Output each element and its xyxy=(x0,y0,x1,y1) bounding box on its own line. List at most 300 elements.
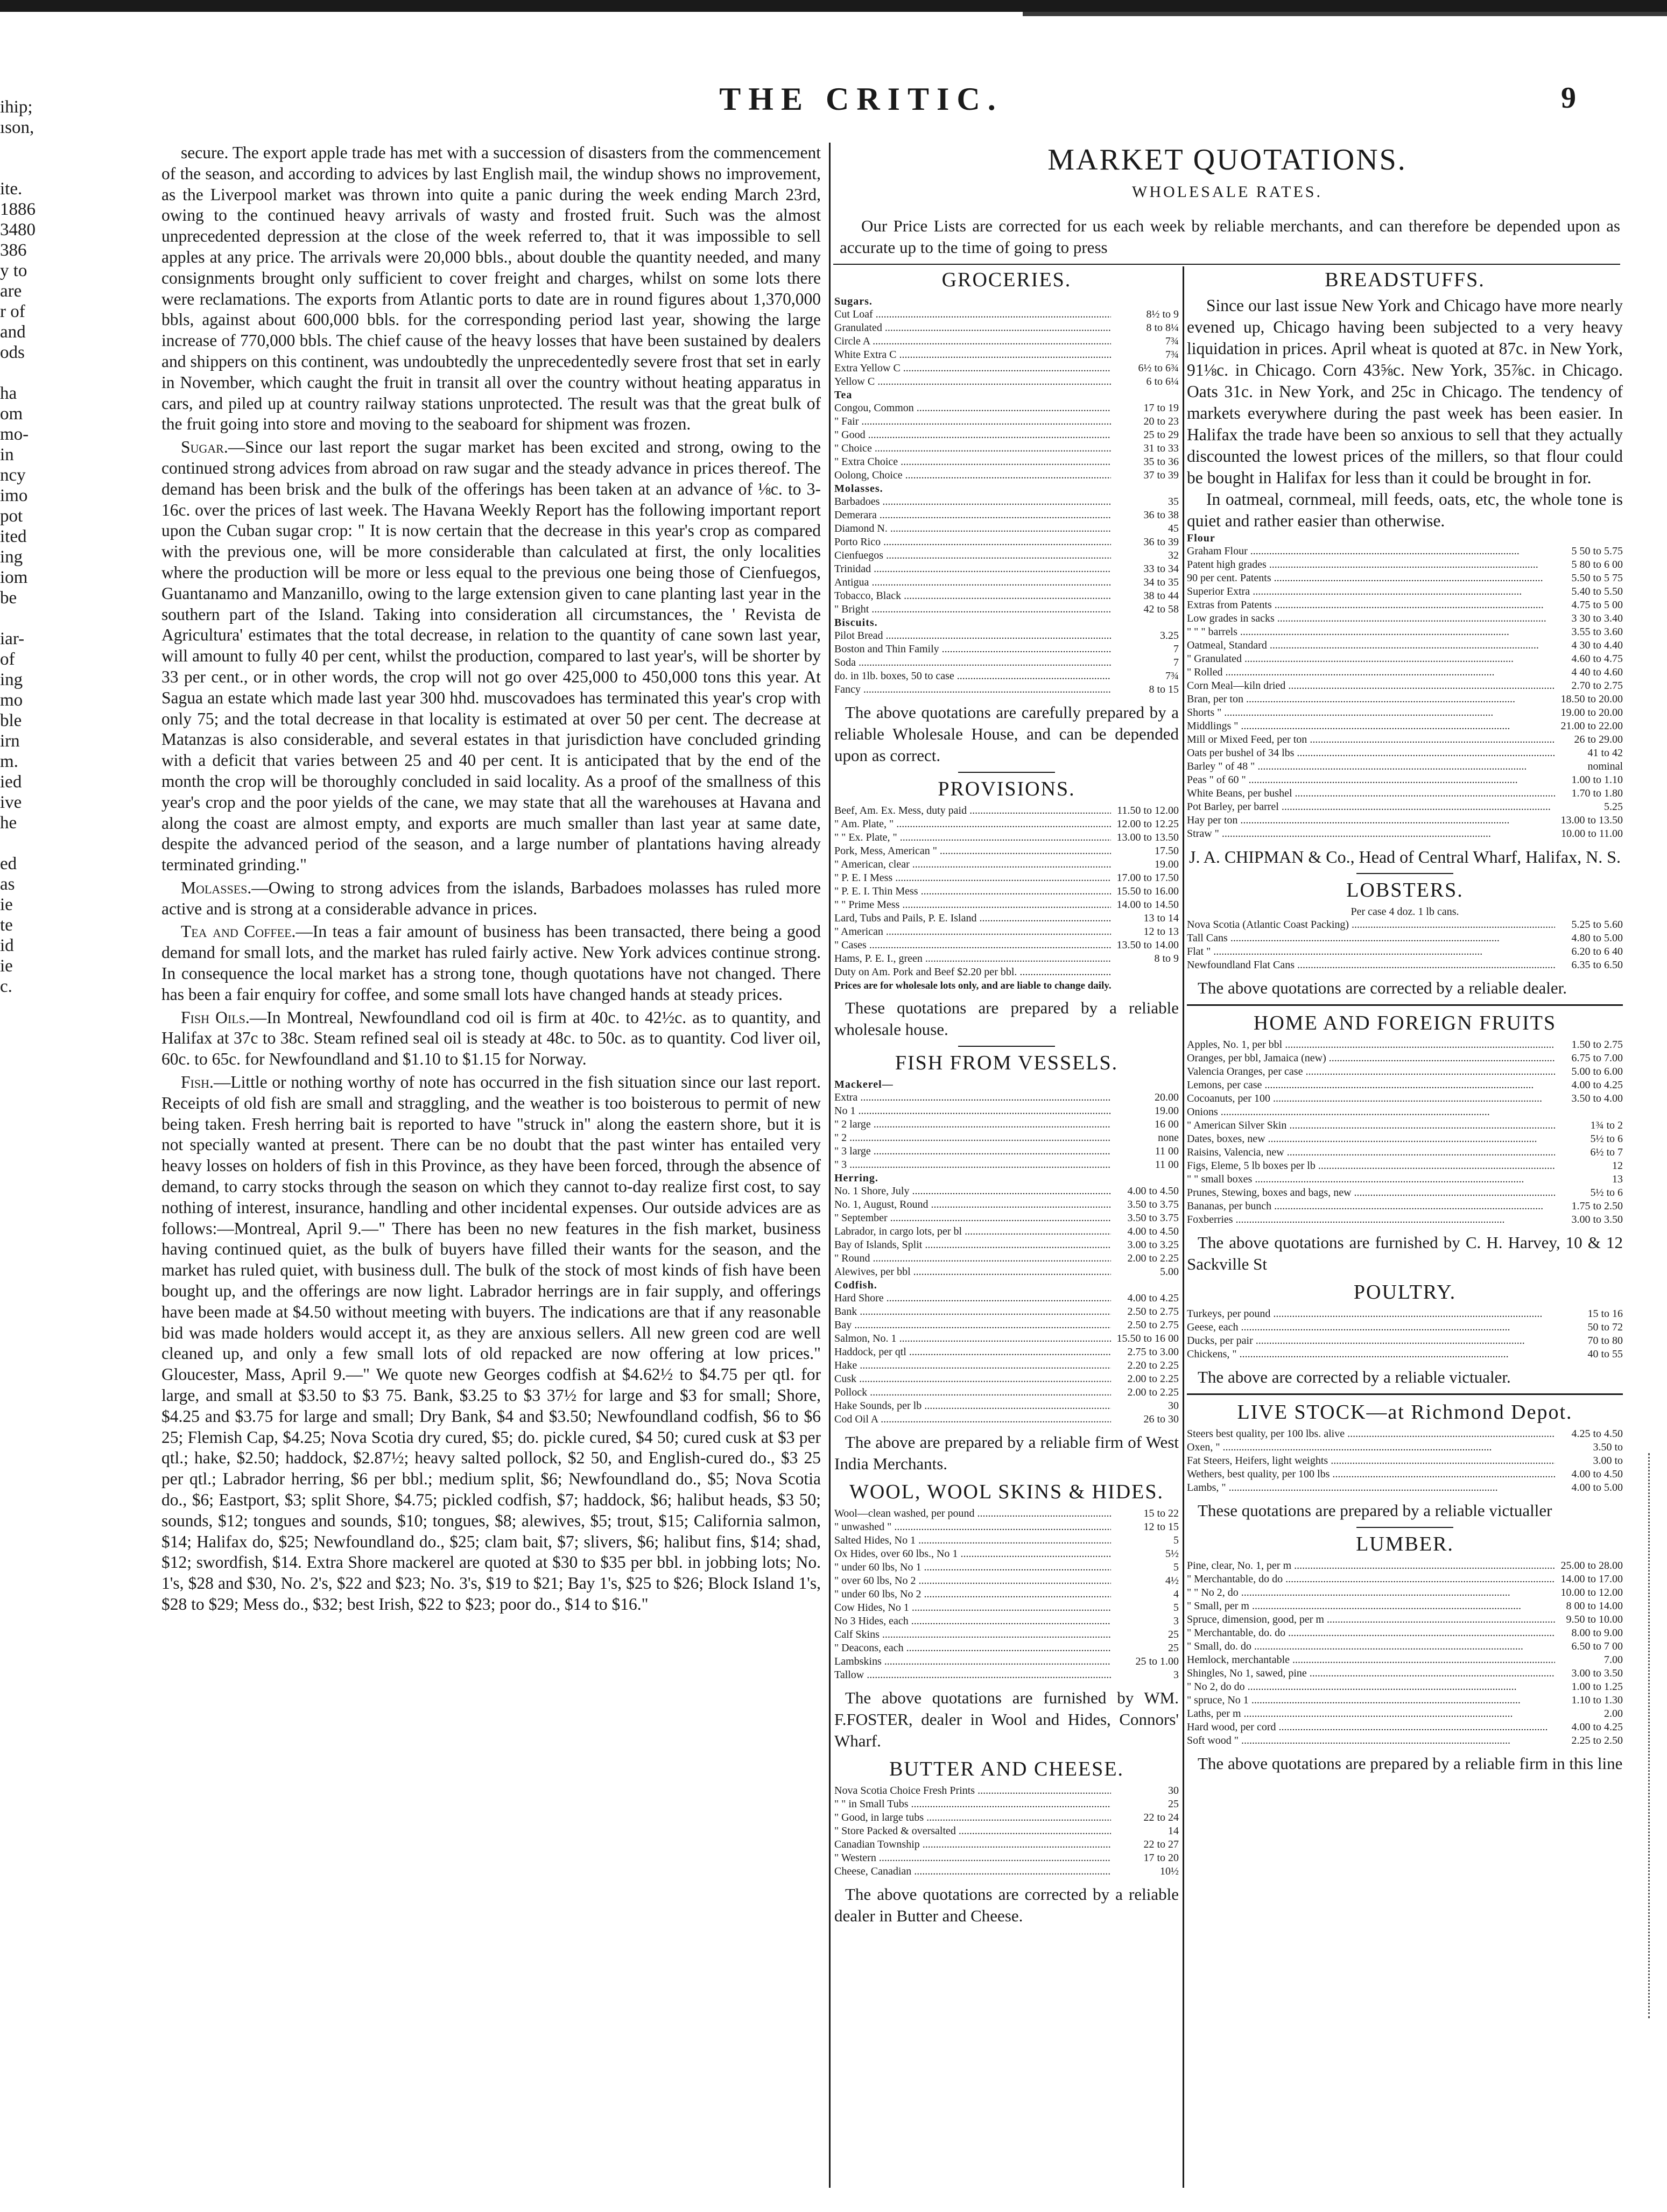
lobsters-row-value: 5.25 to 5.60 xyxy=(1571,919,1623,931)
fish-row-label: Hake Sounds, per lb ..... xyxy=(834,1399,1111,1413)
lumber-row-label: Laths, per m ..... xyxy=(1187,1707,1555,1721)
wool-row-value: 5 xyxy=(1173,1602,1179,1614)
groceries-row xyxy=(834,415,1179,428)
fruits-row xyxy=(1187,1146,1623,1159)
groceries-row-label: Soda ..... xyxy=(834,656,1111,670)
wool-row-value: 5 xyxy=(1173,1534,1179,1546)
breadstuffs-row-value: 4.60 to 4.75 xyxy=(1571,653,1623,665)
groceries-row-label: " Choice ..... xyxy=(834,442,1111,455)
fruits-row-value: 6½ to 7 xyxy=(1590,1146,1623,1158)
breadstuffs-row xyxy=(1187,760,1623,773)
fish-row xyxy=(834,1319,1179,1332)
breadstuffs-row xyxy=(1187,827,1623,841)
lumber-row-value: 2.00 xyxy=(1604,1708,1623,1720)
bleed-line: mo xyxy=(0,691,23,710)
groceries-row-value: 7 xyxy=(1173,657,1179,668)
bleed-line: m. xyxy=(0,752,18,771)
breadstuffs-note: J. A. CHIPMAN & Co., Head of Central Wharf, Halifax, N. S. xyxy=(1189,847,1621,867)
breadstuffs-row xyxy=(1187,814,1623,827)
fish-row-value: 11 00 xyxy=(1155,1145,1179,1157)
breadstuffs-row-label: Patent high grades ..... xyxy=(1187,558,1555,572)
fish-row xyxy=(834,1238,1179,1252)
breadstuffs-row xyxy=(1187,612,1623,625)
groceries-row-label: Trinidad ..... xyxy=(834,562,1111,576)
wool-row-value: 4½ xyxy=(1165,1575,1179,1587)
groceries-note: The above quotations are carefully prepared by a reliable Wholesale House, and can be depended upon as correct. xyxy=(834,703,1179,765)
groceries-row-value: 35 to 36 xyxy=(1143,456,1179,468)
fruits-row xyxy=(1187,1065,1623,1079)
breadstuffs-row xyxy=(1187,625,1623,639)
fruits-row-label: Valencia Oranges, per case ..... xyxy=(1187,1065,1555,1079)
fruits-heading: HOME AND FOREIGN FRUITS xyxy=(1253,1012,1557,1034)
provisions-row-value: 13.50 to 14.00 xyxy=(1116,939,1179,951)
poultry-row-value: 40 to 55 xyxy=(1587,1348,1623,1360)
breadstuffs-row-label: Oatmeal, Standard ..... xyxy=(1187,639,1555,652)
groceries-row-value: 7 xyxy=(1173,643,1179,655)
butter-row-value: 17 to 20 xyxy=(1143,1852,1179,1864)
wool-row-label: Cow Hides, No 1 ..... xyxy=(834,1601,1111,1615)
groceries-row-label: Porto Rico ..... xyxy=(834,536,1111,549)
groceries-row xyxy=(834,549,1179,562)
groceries-row xyxy=(834,308,1179,321)
livestock-row xyxy=(1187,1481,1623,1495)
provisions-heading: PROVISIONS. xyxy=(938,778,1075,800)
poultry-heading: POULTRY. xyxy=(1353,1281,1457,1304)
fish-group: Mackerel— xyxy=(834,1079,894,1090)
fruits-row-value: 1.50 to 2.75 xyxy=(1571,1039,1623,1051)
top-border-accent xyxy=(1023,12,1667,16)
lumber-row-label: " " No 2, do ..... xyxy=(1187,1586,1555,1600)
lobsters-row-value: 6.20 to 6 40 xyxy=(1571,946,1623,957)
bleed-line: ie xyxy=(0,895,13,914)
bleed-line: ble xyxy=(0,711,22,730)
groceries-row-label: Congou, Common ..... xyxy=(834,401,1111,415)
bleed-line: te xyxy=(0,915,13,935)
provisions-row-value: 13.00 to 13.50 xyxy=(1116,832,1179,843)
wool-row xyxy=(834,1601,1179,1615)
groceries-row-label: Circle A ..... xyxy=(834,335,1111,348)
fruits-row-label: Oranges, per bbl, Jamaica (new) ..... xyxy=(1187,1052,1555,1065)
butter-row-value: 14 xyxy=(1168,1825,1179,1837)
breadstuffs-row-label: " " " barrels ..... xyxy=(1187,625,1555,639)
lobsters-row xyxy=(1187,959,1623,972)
fish-row-value: 2.20 to 2.25 xyxy=(1127,1359,1179,1371)
fish-row-value: none xyxy=(1158,1132,1179,1144)
lumber-row-value: 8.00 to 9.00 xyxy=(1571,1627,1623,1639)
groceries-row-value: 33 to 34 xyxy=(1143,563,1179,575)
lobsters-sub: Per case 4 doz. 1 lb cans. xyxy=(1351,906,1459,918)
poultry-row-label: Turkeys, per pound ..... xyxy=(1187,1307,1555,1321)
lumber-row xyxy=(1187,1653,1623,1667)
breadstuffs-row-label: Barley " of 48 " ..... xyxy=(1187,760,1555,773)
fish-row xyxy=(834,1118,1179,1131)
provisions-row xyxy=(834,844,1179,858)
fruits-row-value: 5½ to 6 xyxy=(1590,1187,1623,1199)
lumber-row-label: Hemlock, merchantable ..... xyxy=(1187,1653,1555,1667)
butter-row xyxy=(834,1865,1179,1878)
bleed-line: ihip; xyxy=(0,97,33,117)
wool-row-value: 25 xyxy=(1168,1642,1179,1654)
fruits-row xyxy=(1187,1079,1623,1092)
wool-row-label: " under 60 lbs, No 1 ..... xyxy=(834,1561,1111,1574)
breadstuffs-row xyxy=(1187,720,1623,733)
butter-row-value: 22 to 27 xyxy=(1143,1838,1179,1850)
lobsters-row-label: Flat " ..... xyxy=(1187,945,1555,959)
provisions-row xyxy=(834,831,1179,844)
provisions-row-label: " " Ex. Plate, " ..... xyxy=(834,831,1111,844)
fish-group: Herring. xyxy=(834,1172,878,1184)
column-rule-left xyxy=(829,143,831,2188)
wool-row-label: Calf Skins ..... xyxy=(834,1628,1111,1642)
groceries-row xyxy=(834,562,1179,576)
fish-row xyxy=(834,1359,1179,1372)
groceries-row-value: 31 to 33 xyxy=(1143,442,1179,454)
breadstuffs-row-value: 4 40 to 4.60 xyxy=(1571,666,1623,678)
fish-row-label: Extra ..... xyxy=(834,1091,1111,1104)
fish-row-label: Labrador, in cargo lots, per bl ..... xyxy=(834,1225,1111,1238)
fruits-row-value: 5½ to 6 xyxy=(1590,1133,1623,1145)
breadstuffs-text-2: In oatmeal, cornmeal, mill feeds, oats, etc, the whole tone is quiet and rather easier than otherwise. xyxy=(1187,490,1623,530)
bleed-line: ied xyxy=(0,772,22,792)
fish-row-label: Bank ..... xyxy=(834,1305,1111,1319)
provisions-row-value: 17.00 to 17.50 xyxy=(1116,872,1179,884)
breadstuffs-row-value: 18.50 to 20.00 xyxy=(1560,693,1623,705)
provisions-row-value: 11.50 to 12.00 xyxy=(1117,805,1179,816)
breadstuffs-row-label: Hay per ton ..... xyxy=(1187,814,1555,827)
wholesale-rates-subtitle: WHOLESALE RATES. xyxy=(1132,183,1323,201)
livestock-row-value: 4.25 to 4.50 xyxy=(1571,1428,1623,1440)
provisions-row-value: 8 to 9 xyxy=(1154,953,1179,964)
livestock-row xyxy=(1187,1427,1623,1441)
fruits-row-label: Apples, No. 1, per bbl ..... xyxy=(1187,1038,1555,1052)
groceries-row-value: 42 to 58 xyxy=(1143,603,1179,615)
fruits-row-value: 1.75 to 2.50 xyxy=(1571,1200,1623,1212)
report-paragraph xyxy=(161,1008,821,1070)
breadstuffs-row-value: 4 30 to 4.40 xyxy=(1571,639,1623,651)
fish-row-value: 11 00 xyxy=(1155,1159,1179,1171)
fruits-row xyxy=(1187,1105,1623,1119)
breadstuffs-row-label: " Rolled ..... xyxy=(1187,666,1555,679)
lobsters-row xyxy=(1187,918,1623,932)
bleed-line: c. xyxy=(0,977,12,996)
fish-row xyxy=(834,1372,1179,1386)
wool-row xyxy=(834,1520,1179,1534)
bleed-line: ıson, xyxy=(0,118,34,137)
fruits-row-value xyxy=(1555,1105,1623,1119)
poultry-note: The above are corrected by a reliable victualer. xyxy=(1198,1368,1511,1386)
groceries-row-value: 34 to 35 xyxy=(1143,576,1179,588)
breadstuffs-row xyxy=(1187,693,1623,706)
groceries-row xyxy=(834,495,1179,509)
livestock-row-value: 4.00 to 4.50 xyxy=(1571,1468,1623,1480)
groceries-group: Biscuits. xyxy=(834,617,878,629)
bleed-line: irn xyxy=(0,731,20,751)
lumber-row-label: Pine, clear, No. 1, per m ..... xyxy=(1187,1559,1555,1573)
breadstuffs-row-label: Mill or Mixed Feed, per ton ..... xyxy=(1187,733,1555,746)
poultry-row-value: 15 to 16 xyxy=(1587,1308,1623,1320)
bleed-line: ie xyxy=(0,956,13,976)
lumber-row-value: 6.50 to 7 00 xyxy=(1571,1640,1623,1652)
fruits-row-value: 1¾ to 2 xyxy=(1590,1119,1623,1131)
butter-row xyxy=(834,1798,1179,1811)
groceries-row-value: 8 to 15 xyxy=(1149,684,1179,695)
groceries-row-value: 37 to 39 xyxy=(1143,469,1179,481)
wool-row-label: Tallow ..... xyxy=(834,1668,1111,1682)
groceries-row-value: 3.25 xyxy=(1160,630,1179,642)
fish-row xyxy=(834,1225,1179,1238)
groceries-row xyxy=(834,603,1179,616)
groceries-row-label: Tobacco, Black ..... xyxy=(834,589,1111,603)
fish-row xyxy=(834,1413,1179,1426)
bleed-line: ed xyxy=(0,854,17,873)
breadstuffs-row xyxy=(1187,800,1623,814)
groceries-row-value: 20 to 23 xyxy=(1143,415,1179,427)
groceries-row xyxy=(834,629,1179,643)
lumber-row-value: 2.25 to 2.50 xyxy=(1571,1735,1623,1746)
breadstuffs-row-value: 26 to 29.00 xyxy=(1574,734,1623,745)
groceries-row xyxy=(834,576,1179,589)
lumber-row-value: 4.00 to 4.25 xyxy=(1571,1721,1623,1733)
bleed-line: ing xyxy=(0,670,23,689)
fish-row-label: Hard Shore ..... xyxy=(834,1292,1111,1305)
provisions-row xyxy=(834,885,1179,898)
fish-row-label: " 2 large ..... xyxy=(834,1118,1111,1131)
provisions-row-label: " Cases ..... xyxy=(834,939,1111,952)
provisions-row-label: Beef, Am. Ex. Mess, duty paid ..... xyxy=(834,804,1111,818)
groceries-row-label: Cut Loaf ..... xyxy=(834,308,1111,321)
breadstuffs-row-value: 5 80 to 6 00 xyxy=(1571,559,1623,570)
paragraph-text: —In teas a fair amount of business has been transacted, there being a good demand for small lots, and the market has ruled fairly active. New York advices continue strong. In consequence the local market has a strong tone, though quotations have not changed. There has been a fair enquiry for coffee, and some small lots have changed hands at steady prices. xyxy=(161,922,821,1004)
flour-group: Flour xyxy=(1187,532,1215,544)
bleed-line: y to xyxy=(0,261,27,280)
groceries-row xyxy=(834,455,1179,469)
bleed-line: ing xyxy=(0,547,23,567)
bleed-column xyxy=(0,97,81,997)
lumber-row-label: " No 2, do do ..... xyxy=(1187,1680,1555,1694)
groceries-row-value: 17 to 19 xyxy=(1143,402,1179,414)
breadstuffs-row-label: Graham Flour ..... xyxy=(1187,545,1555,558)
wool-row-value: 12 to 15 xyxy=(1143,1521,1179,1533)
provisions-row-label: Hams, P. E. I., green ..... xyxy=(834,952,1111,966)
groceries-row-label: " Extra Choice ..... xyxy=(834,455,1111,469)
provisions-row-value: 13 to 14 xyxy=(1143,912,1179,924)
market-report-column xyxy=(161,143,821,2188)
fruits-row-label: Onions ..... xyxy=(1187,1105,1555,1119)
groceries-group: Molasses. xyxy=(834,483,883,495)
fish-row-value: 3.50 to 3.75 xyxy=(1127,1212,1179,1224)
groceries-row-label: Yellow C ..... xyxy=(834,375,1111,389)
wool-row-label: " unwashed " ..... xyxy=(834,1520,1111,1534)
fish-row xyxy=(834,1332,1179,1345)
groceries-row-label: Granulated ..... xyxy=(834,321,1111,335)
breadstuffs-row-label: Extras from Patents ..... xyxy=(1187,598,1555,612)
fish-row-value: 20.00 xyxy=(1155,1091,1179,1103)
fish-row-value: 4.00 to 4.25 xyxy=(1127,1292,1179,1304)
fish-row-value: 4.00 to 4.50 xyxy=(1127,1225,1179,1237)
breadstuffs-row-value: 5 50 to 5.75 xyxy=(1571,545,1623,557)
bleed-line: ite. xyxy=(0,179,23,199)
fish-row-label: " 2 ..... xyxy=(834,1131,1111,1145)
livestock-row-label: Wethers, best quality, per 100 lbs ..... xyxy=(1187,1468,1555,1481)
bleed-line: id xyxy=(0,936,14,955)
livestock-row-value: 4.00 to 5.00 xyxy=(1571,1482,1623,1494)
breadstuffs-row-value: 5.40 to 5.50 xyxy=(1571,586,1623,597)
fruits-row xyxy=(1187,1186,1623,1200)
groceries-row xyxy=(834,469,1179,482)
lumber-row xyxy=(1187,1559,1623,1573)
fruits-row-value: 4.00 to 4.25 xyxy=(1571,1079,1623,1091)
section-rule xyxy=(958,1046,1055,1047)
lumber-row-value: 10.00 to 12.00 xyxy=(1560,1587,1623,1598)
groceries-group: Sugars. xyxy=(834,295,873,307)
breadstuffs-row xyxy=(1187,598,1623,612)
provisions-row-value: 12 to 13 xyxy=(1143,926,1179,938)
fish-row-value: 2.00 to 2.25 xyxy=(1127,1252,1179,1264)
bleed-line: iar- xyxy=(0,629,25,649)
butter-row-value: 25 xyxy=(1168,1798,1179,1810)
fish-row-value: 30 xyxy=(1168,1400,1179,1412)
fish-row-value: 3.50 to 3.75 xyxy=(1127,1199,1179,1210)
livestock-row xyxy=(1187,1468,1623,1481)
paragraph-text: —In Montreal, Newfoundland cod oil is firm at 40c. to 42½c. as to quantity, and Halifax at 37c to 38c. Steam refined seal oil is steady at 48c. to 50c. as to quantity. Cod liver oil, 60c. to 65c. for Newfoundland and $1.10 to $1.15 for Norway. xyxy=(161,1008,821,1069)
provisions-row-value: 17.50 xyxy=(1155,845,1179,857)
bleed-line: ited xyxy=(0,527,27,546)
lumber-row-label: " spruce, No 1 ..... xyxy=(1187,1694,1555,1707)
livestock-heading: LIVE STOCK—at Richmond Depot. xyxy=(1237,1401,1573,1424)
groceries-row xyxy=(834,589,1179,603)
fruits-row-label: Raisins, Valencia, new ..... xyxy=(1187,1146,1555,1159)
poultry-row xyxy=(1187,1307,1623,1321)
wool-row xyxy=(834,1642,1179,1655)
groceries-row-label: Fancy ..... xyxy=(834,683,1111,696)
groceries-row xyxy=(834,335,1179,348)
fish-row-label: Salmon, No. 1 ..... xyxy=(834,1332,1111,1345)
breadstuffs-row-value: 5.25 xyxy=(1604,801,1623,813)
provisions-row xyxy=(834,952,1179,966)
groceries-row-label: " Fair ..... xyxy=(834,415,1111,428)
breadstuffs-row-value: nominal xyxy=(1587,760,1623,772)
provisions-row-label: Duty on Am. Pork and Beef $2.20 per bbl. ..... xyxy=(834,966,1111,979)
provisions-small-note: Prices are for wholesale lots only, and are liable to change daily. xyxy=(834,980,1112,991)
fruits-row xyxy=(1187,1173,1623,1186)
livestock-row xyxy=(1187,1441,1623,1454)
breadstuffs-row xyxy=(1187,679,1623,693)
groceries-row-value: 35 xyxy=(1168,496,1179,508)
section-rule xyxy=(1356,873,1453,874)
paragraph-lead: Tea and Coffee. xyxy=(181,922,296,941)
poultry-row-value: 50 to 72 xyxy=(1587,1321,1623,1333)
groceries-row-value: 8½ to 9 xyxy=(1146,308,1179,320)
lumber-row xyxy=(1187,1626,1623,1640)
fruits-row-value: 5.00 to 6.00 xyxy=(1571,1066,1623,1077)
page-title: THE CRITIC. xyxy=(719,81,1003,117)
fish-row-label: Pollock ..... xyxy=(834,1386,1111,1399)
breadstuffs-row xyxy=(1187,733,1623,746)
butter-row xyxy=(834,1851,1179,1865)
report-paragraph xyxy=(161,921,821,1005)
groceries-row xyxy=(834,522,1179,536)
groceries-row-value: 36 to 38 xyxy=(1143,509,1179,521)
poultry-row xyxy=(1187,1321,1623,1334)
provisions-row-label: " American ..... xyxy=(834,925,1111,939)
market-quotations-title: MARKET QUOTATIONS. xyxy=(1047,143,1407,177)
groceries-row-label: Antigua ..... xyxy=(834,576,1111,589)
bleed-line: imo xyxy=(0,486,28,505)
fish-row-label: " September ..... xyxy=(834,1211,1111,1225)
wool-row-value: 3 xyxy=(1173,1669,1179,1681)
lumber-row xyxy=(1187,1707,1623,1721)
butter-row xyxy=(834,1824,1179,1838)
groceries-row xyxy=(834,643,1179,656)
wool-heading: WOOL, WOOL SKINS & HIDES. xyxy=(849,1481,1164,1503)
fruits-row-label: Lemons, per case ..... xyxy=(1187,1079,1555,1092)
bleed-line: ive xyxy=(0,793,22,812)
breadstuffs-row-value: 3.55 to 3.60 xyxy=(1571,626,1623,638)
fruits-row-label: " American Silver Skin ..... xyxy=(1187,1119,1555,1132)
provisions-row-label: Pork, Mess, American " ..... xyxy=(834,844,1111,858)
lumber-row-value: 25.00 to 28.00 xyxy=(1560,1560,1623,1572)
groceries-row xyxy=(834,362,1179,375)
margin-binding-marks xyxy=(1648,1453,1666,2018)
groceries-row xyxy=(834,442,1179,455)
breadstuffs-row xyxy=(1187,787,1623,800)
groceries-row-value: 8 to 8¼ xyxy=(1146,322,1179,334)
wool-row-value: 5 xyxy=(1173,1561,1179,1573)
fruits-row-value: 12 xyxy=(1612,1160,1623,1172)
wool-row-label: Wool—clean washed, per pound ..... xyxy=(834,1507,1111,1520)
wool-row xyxy=(834,1655,1179,1668)
bleed-line: ha xyxy=(0,384,17,403)
bleed-line: om xyxy=(0,404,23,424)
fruits-row-label: Cocoanuts, per 100 ..... xyxy=(1187,1092,1555,1105)
wool-row-label: Ox Hides, over 60 lbs., No 1 ..... xyxy=(834,1547,1111,1561)
breadstuffs-row-label: Straw " ..... xyxy=(1187,827,1555,841)
provisions-row-label: " American, clear ..... xyxy=(834,858,1111,871)
bleed-line: 1886 xyxy=(0,200,36,219)
fish-row-value: 5.00 xyxy=(1160,1266,1179,1278)
butter-row-label: " Store Packed & oversalted ..... xyxy=(834,1824,1111,1838)
breadstuffs-row-value: 13.00 to 13.50 xyxy=(1560,814,1623,826)
fish-row-label: " 3 large ..... xyxy=(834,1145,1111,1158)
groceries-row xyxy=(834,428,1179,442)
fish-row-value: 2.50 to 2.75 xyxy=(1127,1306,1179,1318)
breadstuffs-row-label: White Beans, per bushel ..... xyxy=(1187,787,1555,800)
lobsters-row-label: Tall Cans ..... xyxy=(1187,932,1555,945)
fruits-row-value: 3.50 to 4.00 xyxy=(1571,1093,1623,1104)
provisions-row-value: 14.00 to 14.50 xyxy=(1116,899,1179,911)
groceries-row-value: 7¾ xyxy=(1165,349,1179,361)
breadstuffs-row-value: 10.00 to 11.00 xyxy=(1561,828,1623,840)
fruits-row-value: 6.75 to 7.00 xyxy=(1571,1052,1623,1064)
breadstuffs-row-value: 1.70 to 1.80 xyxy=(1571,787,1623,799)
groceries-row-value: 7¾ xyxy=(1165,335,1179,347)
bleed-line: mo- xyxy=(0,425,29,444)
lumber-row xyxy=(1187,1721,1623,1734)
butter-row-value: 10½ xyxy=(1160,1865,1179,1877)
lumber-row-label: Spruce, dimension, good, per m ..... xyxy=(1187,1613,1555,1626)
report-paragraph xyxy=(161,143,821,435)
fish-row-label: Alewives, per bbl ..... xyxy=(834,1265,1111,1279)
butter-row-value: 30 xyxy=(1168,1785,1179,1797)
breadstuffs-row-value: 3 30 to 3.40 xyxy=(1571,612,1623,624)
breadstuffs-row-label: Oats per bushel of 34 lbs ..... xyxy=(1187,746,1555,760)
lumber-row-value: 1.10 to 1.30 xyxy=(1571,1694,1623,1706)
livestock-row-label: Oxen, " ..... xyxy=(1187,1441,1555,1454)
report-paragraph xyxy=(161,1072,821,1615)
livestock-row-label: Fat Steers, Heifers, light weights ..... xyxy=(1187,1454,1555,1468)
wool-row xyxy=(834,1507,1179,1520)
bleed-line xyxy=(0,158,81,179)
